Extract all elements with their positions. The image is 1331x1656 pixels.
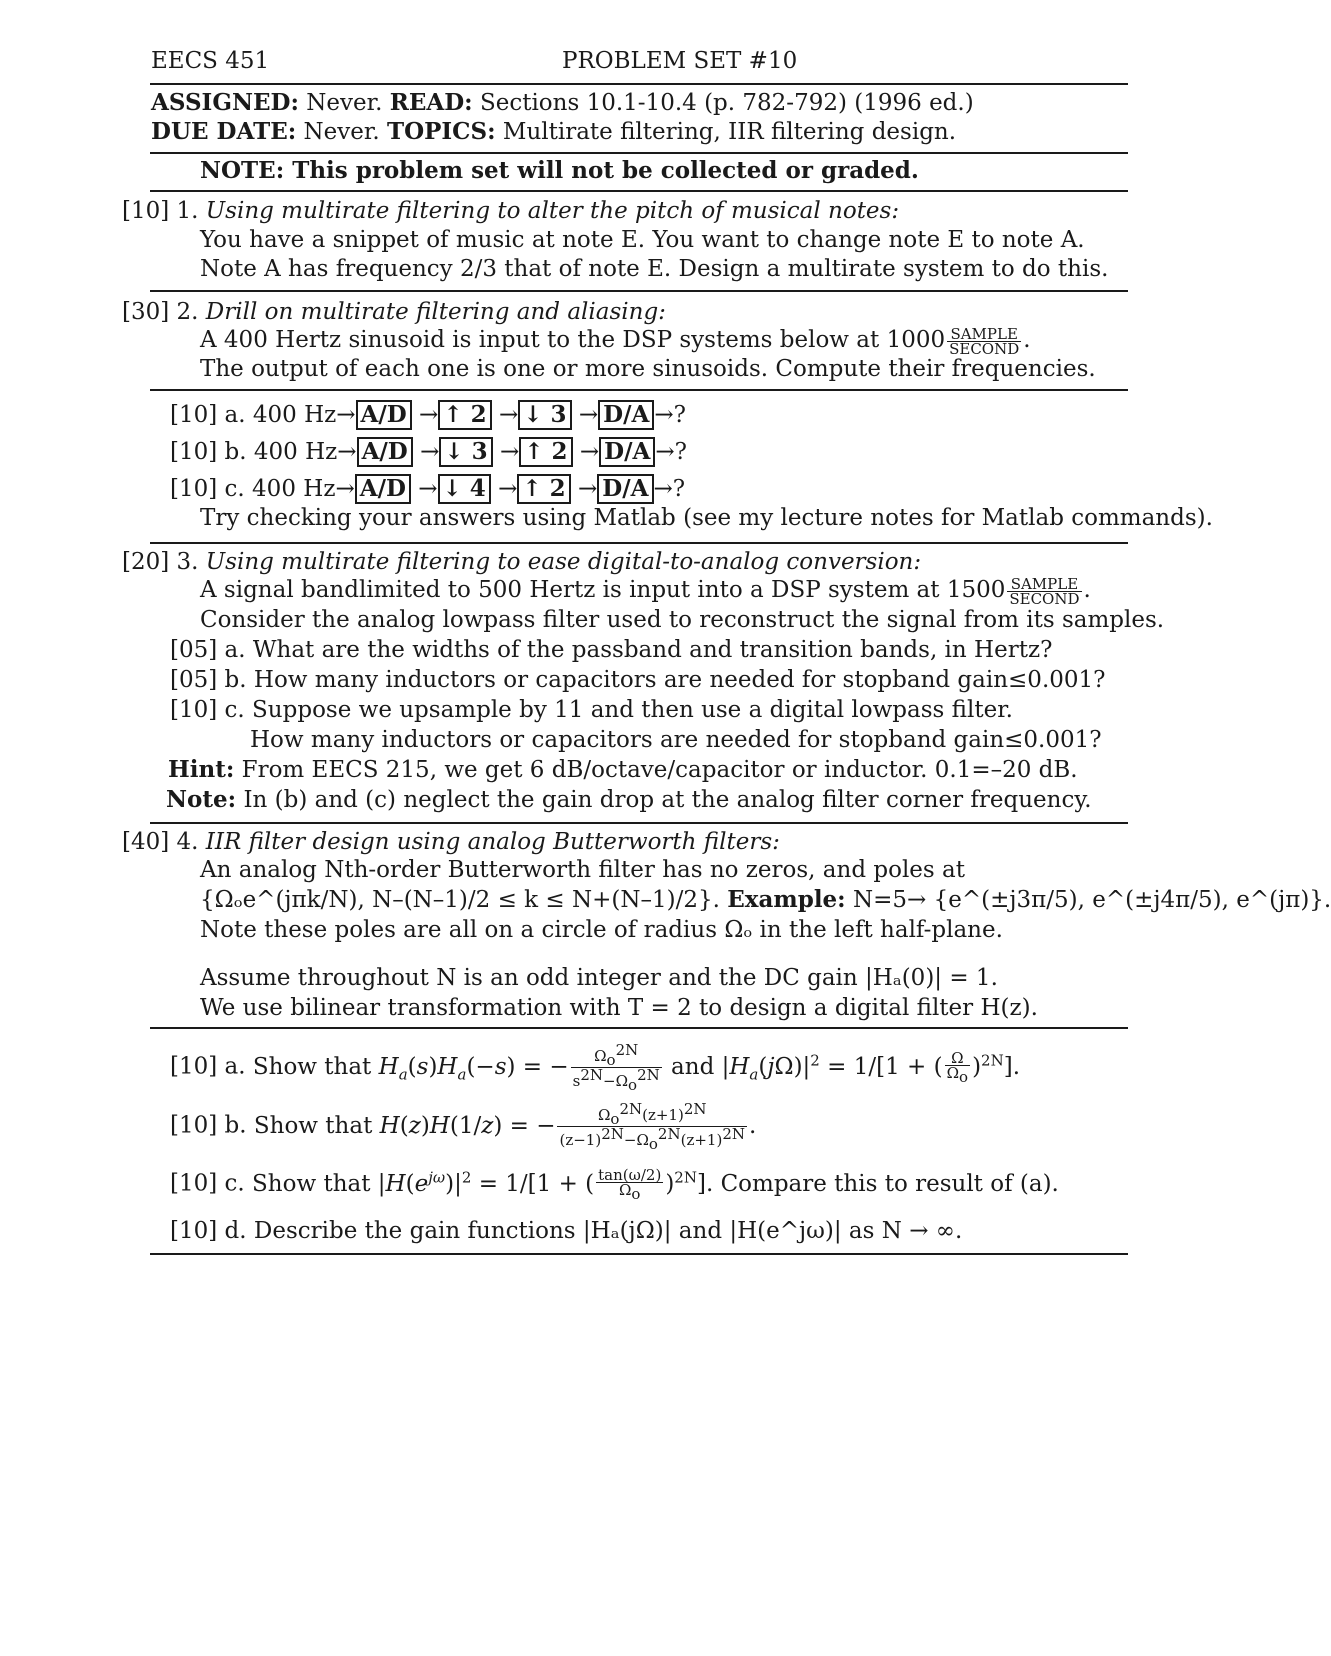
problem-3-line: Consider the analog lowpass filter used to reconstruct the signal from its samples. — [200, 607, 1165, 633]
sample-rate-text: A 400 Hertz sinusoid is input to the DSP systems below at 1000 — [200, 327, 946, 353]
problem-number: 4. — [176, 829, 199, 855]
points: [30] — [122, 299, 170, 325]
points: [40] — [122, 829, 170, 855]
rate-change-block: ↑ 2 — [438, 400, 491, 430]
part-text: Suppose we upsample by 11 and then use a digital lowpass filter. — [252, 697, 1013, 723]
input-signal: 400 Hz — [252, 476, 336, 502]
points: [10] — [170, 1218, 218, 1244]
part-label: b. — [224, 439, 247, 465]
system-diagram-b: [10] b. 400 Hz→ A/D → ↓ 3 → ↑ 2 → D/A →? — [170, 438, 687, 465]
points: [10] — [170, 476, 218, 502]
rule — [150, 542, 1128, 544]
part-label: a. — [224, 402, 246, 428]
part-label: c. — [224, 1170, 245, 1197]
rule — [150, 1027, 1128, 1029]
points: [10] — [170, 1112, 218, 1139]
problem-3-line: A signal bandlimited to 500 Hertz is input into a DSP system at 1500 $\frac{\text{SAMPLE}}{\text{SECOND}}$ . — [200, 574, 1091, 608]
sample-rate-text: A signal bandlimited to 500 Hertz is input into a DSP system at 1500 — [200, 577, 1006, 603]
topics-label: TOPICS: — [386, 118, 496, 145]
ad-converter-block: A/D — [357, 437, 413, 467]
fraction-denominator: SECOND — [1009, 589, 1080, 608]
problem-4-heading — [122, 828, 780, 856]
rate-change-block: ↓ 3 — [439, 437, 492, 467]
rate-change-block: ↑ 2 — [519, 437, 572, 467]
part-text: Show that H(z)H(1/z) = − $\frac{\Omega_o^{2N}(z+1)^{2N}}{(z-1)^{2N}-\Omega_o^{2N}(z+1)^{2N}}$ . — [253, 1100, 757, 1153]
problem-4c — [170, 1163, 1059, 1204]
problem-title: IIR filter design using analog Butterworth filters: — [205, 829, 780, 855]
points: [05] — [170, 667, 218, 693]
note-label: Note: — [166, 786, 237, 813]
problem-4-line: We use bilinear transformation with T = 2 to design a digital filter H(z). — [200, 995, 1038, 1021]
input-signal: 400 Hz — [253, 439, 338, 465]
problem-4b — [170, 1102, 756, 1151]
rule — [150, 190, 1128, 192]
problem-1-line: You have a snippet of music at note E. You want to change note E to note A. — [200, 227, 1085, 253]
part-label: b. — [224, 1112, 247, 1139]
problem-4-line: Note these poles are all on a circle of radius Ωₒ in the left half-plane. — [200, 917, 1003, 943]
assigned-value: Never. — [306, 90, 383, 116]
problem-2-line: A 400 Hertz sinusoid is input to the DSP systems below at 1000 $\frac{\text{SAMPLE}}{\text{SECOND}}$ . — [200, 324, 1031, 358]
part-label: c. — [224, 697, 245, 723]
problem-number: 3. — [176, 549, 199, 575]
problem-3-hint — [168, 756, 1078, 784]
sample-per-second-fraction — [947, 324, 1021, 358]
assigned-label: ASSIGNED: — [151, 89, 299, 116]
problem-4-line: An analog Nth-order Butterworth filter has no zeros, and poles at — [200, 857, 965, 883]
poles-formula: {Ωₒe^(jπk/N), N–(N–1)/2 ≤ k ≤ N+(N–1)/2}. — [200, 887, 720, 913]
rule — [150, 822, 1128, 824]
part-text: Show that $H_a(s)H_a(-s)$ = − $\frac{\Omega_o^{2N}}{s^{2N}-\Omega_o^{2N}}$ and $|H_a(j\Omega)|^2 = 1/[1$ + ( $\frac{\Omega}{\Omega_o}$ )$^{2N}$]. — [252, 1041, 1021, 1094]
output-unknown: ? — [674, 439, 687, 465]
problem-title: Drill on multirate filtering and aliasing: — [205, 299, 666, 325]
fraction-numerator: SAMPLE — [947, 327, 1021, 342]
rate-change-block: ↓ 4 — [438, 474, 491, 504]
system-diagram-a: [10] a. 400 Hz→ A/D → ↑ 2 → ↓ 3 → D/A →? — [170, 401, 686, 428]
points: [10] — [122, 198, 170, 224]
part-text: How many inductors or capacitors are needed for stopband gain≤0.001? — [253, 667, 1106, 693]
example-label: Example: — [727, 886, 846, 913]
rule — [150, 389, 1128, 391]
hint-label: Hint: — [168, 756, 235, 783]
da-converter-block: D/A — [598, 400, 654, 430]
problem-3b — [170, 666, 1106, 694]
fraction-numerator: SAMPLE — [1007, 577, 1081, 592]
topics-value: Multirate filtering, IIR filtering design. — [502, 119, 957, 145]
system-diagram-c: [10] c. 400 Hz→ A/D → ↓ 4 → ↑ 2 → D/A →? — [170, 475, 686, 502]
problem-2-heading — [122, 298, 666, 326]
part-label: a. — [224, 637, 246, 663]
points: [10] — [170, 402, 218, 428]
problem-3c — [170, 696, 1013, 724]
output-unknown: ? — [673, 402, 686, 428]
matlab-hint: Try checking your answers using Matlab (see my lecture notes for Matlab commands). — [200, 505, 1213, 531]
note-text: In (b) and (c) neglect the gain drop at the analog filter corner frequency. — [243, 787, 1092, 813]
poles-definition-line — [200, 886, 1331, 914]
points: [05] — [170, 637, 218, 663]
part-text: Describe the gain functions |Hₐ(jΩ)| and |H(e^jω)| as N → ∞. — [253, 1218, 963, 1244]
fraction-denominator: SECOND — [949, 339, 1020, 358]
read-label: READ: — [389, 89, 473, 116]
rule — [150, 83, 1128, 85]
part-label: c. — [224, 476, 245, 502]
assigned-line — [151, 89, 974, 117]
points: [10] — [170, 1053, 218, 1080]
points: [10] — [170, 439, 218, 465]
problem-1-heading — [122, 197, 899, 225]
problem-title: Using multirate filtering to ease digital-to-analog conversion: — [205, 549, 922, 575]
problem-1-line: Note A has frequency 2/3 that of note E. Design a multirate system to do this. — [200, 256, 1109, 282]
due-value: Never. — [303, 119, 380, 145]
input-signal: 400 Hz — [252, 402, 337, 428]
problem-title: Using multirate filtering to alter the pitch of musical notes: — [205, 198, 900, 224]
read-value: Sections 10.1-10.4 (p. 782-792) (1996 ed.) — [479, 90, 974, 116]
problem-4d — [170, 1217, 962, 1245]
rate-change-block: ↓ 3 — [518, 400, 571, 430]
problem-number: 2. — [176, 299, 199, 325]
part-text: What are the widths of the passband and transition bands, in Hertz? — [252, 637, 1053, 663]
rule — [150, 290, 1128, 292]
problem-set-title: PROBLEM SET #10 — [562, 48, 798, 74]
points: [20] — [122, 549, 170, 575]
output-unknown: ? — [672, 476, 686, 502]
points: [10] — [170, 697, 218, 723]
due-line — [151, 118, 956, 146]
problem-3-heading — [122, 548, 921, 576]
example-formula: N=5→ {e^(±j3π/5), e^(±j4π/5), e^(jπ)}. — [853, 887, 1331, 913]
da-converter-block: D/A — [597, 474, 653, 504]
due-label: DUE DATE: — [151, 118, 297, 145]
sample-per-second-fraction — [1007, 574, 1081, 608]
part-label: d. — [224, 1218, 247, 1244]
part-text: Show that $|H(e^{j\omega})|^2 = 1/[1$ + ( $\frac{\tan(\omega/2)}{\Omega_o}$ )$^{2N}$]. Compare this to result of (a). — [252, 1166, 1059, 1204]
problem-4a — [170, 1043, 1020, 1092]
problem-4-line: Assume throughout N is an odd integer and the DC gain |Hₐ(0)| = 1. — [200, 965, 998, 991]
course-number: EECS 451 — [151, 48, 270, 74]
rate-change-block: ↑ 2 — [517, 474, 570, 504]
da-converter-block: D/A — [599, 437, 655, 467]
rule — [150, 152, 1128, 154]
hint-text: From EECS 215, we get 6 dB/octave/capacitor or inductor. 0.1=–20 dB. — [241, 757, 1078, 783]
problem-3-note — [166, 786, 1092, 814]
ad-converter-block: A/D — [355, 474, 411, 504]
points: [10] — [170, 1170, 218, 1197]
problem-2-line: The output of each one is one or more sinusoids. Compute their frequencies. — [200, 356, 1096, 382]
ad-converter-block: A/D — [356, 400, 412, 430]
problem-3c-continued: How many inductors or capacitors are needed for stopband gain≤0.001? — [250, 727, 1102, 753]
part-label: a. — [224, 1053, 246, 1080]
rule — [150, 1253, 1128, 1255]
grading-note: NOTE: This problem set will not be collected or graded. — [200, 157, 919, 184]
problem-3a — [170, 636, 1052, 664]
problem-number: 1. — [176, 198, 199, 224]
part-label: b. — [224, 667, 247, 693]
